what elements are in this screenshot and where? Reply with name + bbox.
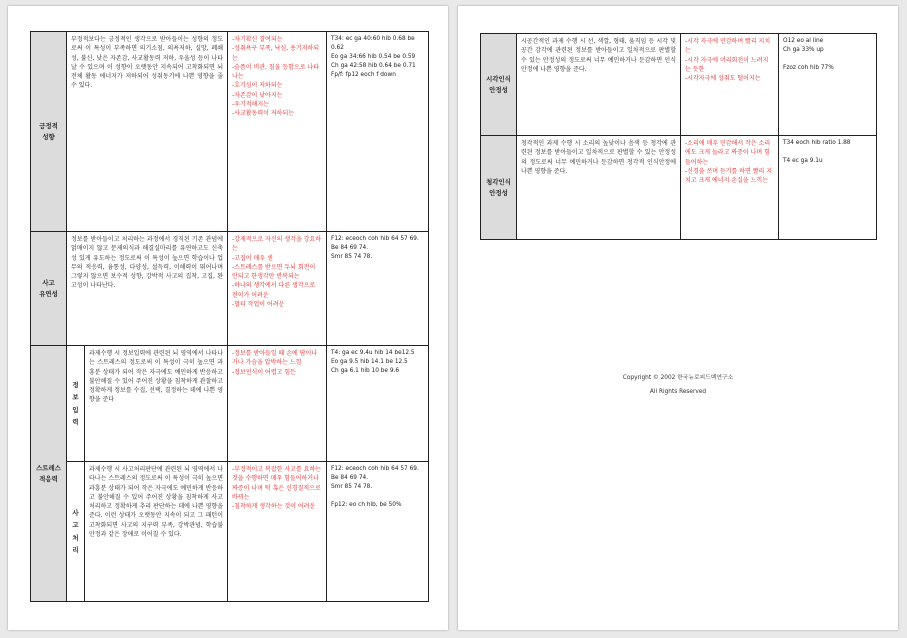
table-row-auditory xyxy=(481,136,877,240)
copyright-footer xyxy=(458,372,898,395)
table-row-stress-input xyxy=(31,346,429,462)
description-cell: 정보를 받아들이고 처리하는 과정에서 경직된 기존 관념에 얽매이지 않고 문제의식과 해결실마리를 유연하고도 신축성 있게 유도하는 정도로써 이 특성이 높으면 학습이나 업무의 적응력, 융통성, 다양성, 설득력, 이해력이 뛰어나며 그렇지 않으면 보수적 성향, 강박적 사고의 집착, 고집, 완고성이 나타난다. xyxy=(67,232,228,346)
symptoms-cell: -시각 자극에 민감하며 빨리 지치는 -시각 자극에 머리회전이 느려지는 듯한 -시각자극에 성취도 떨어지는 xyxy=(681,34,779,136)
symptoms-cell: -강제적으로 자신의 생각을 강요하는 -고집이 매우 센 -스트레스를 받으면 두뇌 회전이 안되고 한생각만 반복되는 -하나의 생각에서 다른 생각으로 전이가 어려운 -멀티 작업이 어려운 xyxy=(228,232,327,346)
category-label: 긍정적 성향 xyxy=(31,32,67,232)
category-label: 스트레스 적응력 xyxy=(31,346,67,602)
values-cell: T34 eoch hib ratio 1.88 T4 ec ga 9.1u xyxy=(779,136,877,240)
category-label: 사고 유연성 xyxy=(31,232,67,346)
right-page xyxy=(458,6,898,630)
symptoms-cell: -자기확신 결여되는 -성취욕구 부족, 낙심, 용기저하되는 -슬픔이 비관, 침울 등함으로 나타나는 -호기심이 저하되는 -자존감이 낮아지는 -우기적해지는 -사교활동력이 저하되는 xyxy=(228,32,327,232)
values-cell: F12: eceoch coh hib 64 57 69. Be 84 69 74. Smr 85 74 78. xyxy=(327,232,429,346)
table-row-stress-thinking xyxy=(31,462,429,602)
left-page xyxy=(8,6,448,630)
sublabel-cell: 정 보 입 력 xyxy=(67,346,85,462)
table-row-flexibility xyxy=(31,232,429,346)
description-cell: 과제수행 시 정보입력에 관련된 뇌 영역에서 나타나는 스트레스의 정도로써 이 특성이 극히 높으면 과흥분 상태가 되어 작은 자극에도 예민하게 반응하고 불안해질 수 있어 주어진 상황을 침착하게 관찰하고 정확하게 정보를 수집, 선택, 결정하는 데에 나쁜 영향을 준다 xyxy=(85,346,228,462)
symptoms-cell: -소리에 매우 민감해서 작은 소리에도 크게 놀라고 짜증이 나며 힘들어하는 -신경을 쓰며 듣기를 하면 빨리 지치고 크게 에너지 손실을 느끼는 xyxy=(681,136,779,240)
sublabel-cell: 사 고 처 리 xyxy=(67,462,85,602)
table-row-positive xyxy=(31,32,429,232)
description-cell: 부정적보다는 긍정적인 생각으로 받아들이는 성향의 정도로써 이 특성이 부족하면 의기소침, 의욕저하, 실망, 폐쇄성, 불신, 낮은 자존감, 사교활동력 저하, 우울성 등이 나타날 수 있으며 이 성향이 오랫동안 지속되어 고착화되면 뇌 전체 활동 에너지가 저하되어 성취동기에 나쁜 영향을 줄 수 있다. xyxy=(67,32,228,232)
description-cell: 시공간적인 과제 수행 시 선, 색깔, 형태, 움직임 등 시각 및 공간 감각에 관련된 정보를 받아들이고 일차적으로 판별할 수 있는 안정성의 정도로써 너무 예민하거나 둔감하면 인식안정에 나쁜 영향을 준다. xyxy=(517,34,681,136)
symptoms-cell: -정보를 받아들일 때 손에 땀이나거나 가슴을 압박하는 느낌 -정보인식이 어렵고 힘든 xyxy=(228,346,327,462)
category-label: 시각인식 안정성 xyxy=(481,34,517,136)
description-cell: 청각적인 과제 수행 시 소리의 높낮이나 음색 등 청각에 관련된 정보를 받아들이고 일차적으로 판별할 수 있는 안정성의 정도로써 너무 예민하거나 둔감하면 청각적 인식안정에 나쁜 영향을 준다. xyxy=(517,136,681,240)
description-cell: 과제수행 시 사고처리판단에 관련된 뇌 영역에서 나타나는 스트레스의 정도로써 이 특성이 극히 높으면 과흥분 상태가 되어 작은 자극에도 예민하게 반응하고 불안해질 수 있어 주어진 상황을 침착하게 사고처리하고 정확하게 추리 판단하는 데에 나쁜 영향을 준다. 이런 상태가 오랫동안 지속이 되고 그 패턴이 고착화되면 사고의 지구력 부족, 강박관념, 학습불안정과 같은 장애로 이어질 수 있다. xyxy=(85,462,228,602)
values-cell: F12: eceoch coh hib 64 57 69. Be 84 69 74. Smr 85 74 78. Fp12: eo ch hib, be 50% xyxy=(327,462,429,602)
category-label: 청각인식 안정성 xyxy=(481,136,517,240)
copyright-text: Copyright © 2002 한국뉴로피드백연구소 xyxy=(622,375,734,381)
table-row-visual xyxy=(481,34,877,136)
rights-text: All Rights Reserved xyxy=(649,389,707,395)
assessment-table-left xyxy=(30,31,429,602)
values-cell: O12 eo al line Ch ga 33% up Fzoz coh hib 77% xyxy=(779,34,877,136)
symptoms-cell: -부정적이고 복잡한 사고를 요하는 것을 수행하면 매우 힘들어하거나 짜증이 나며 턱 혹은 신경질적으로 바뀌는 -침착하게 생각하는 것이 어려운 xyxy=(228,462,327,602)
assessment-table-right xyxy=(480,33,877,240)
values-cell: T4: ga ec 9.4u hib 14 be12.5 Eo ga 9.5 hib 14.1 be 12.5 Ch ga 6.1 hib 10 be 9.6 xyxy=(327,346,429,462)
values-cell: T34: ec ga 40:60 hib 0.68 be 0.62 Eo ga 34:66 hib 0.54 be 0.59 Ch ga 42:58 hib 0.64 be 0.71 Fp/f: fp12 eoch f down xyxy=(327,32,429,232)
